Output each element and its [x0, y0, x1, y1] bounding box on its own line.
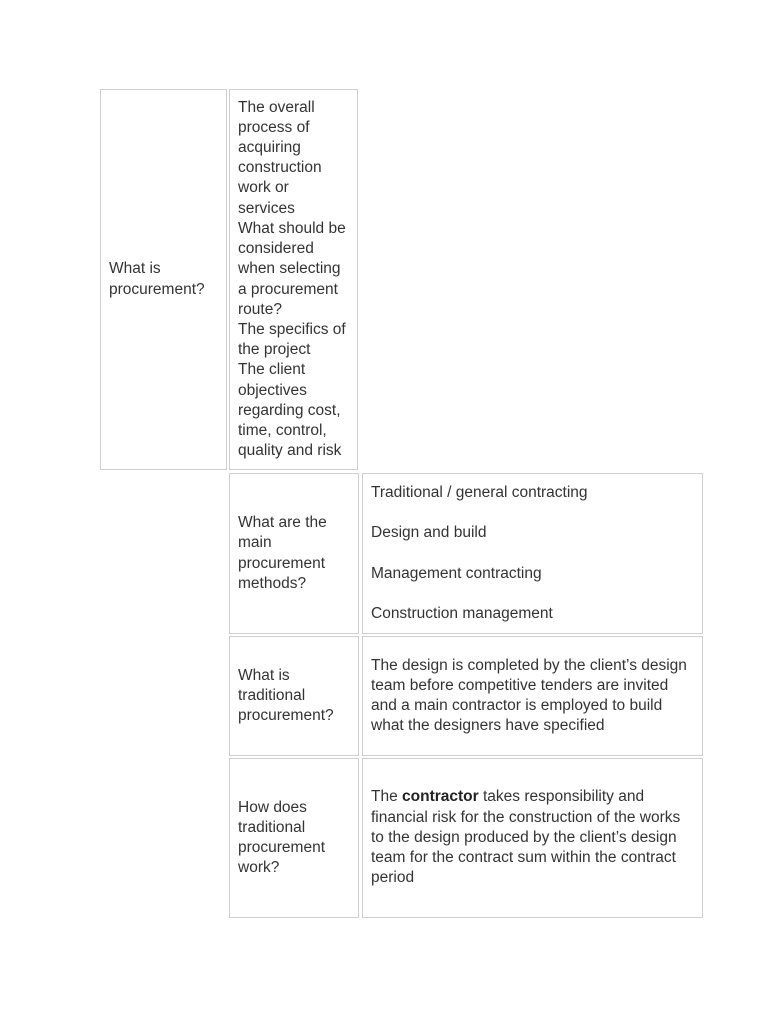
method-item: Management contracting — [371, 564, 542, 582]
answer-line: The client objectives regarding cost, time, control, quality and risk — [238, 361, 342, 460]
answer-text: The design is completed by the client’s design team before competitive tenders are invited and a main contractor is employed to build what the designers have specified — [371, 656, 687, 735]
question-cell-methods — [229, 473, 359, 634]
question-text: How does traditional procurement work? — [238, 798, 326, 877]
question-text: What is traditional procurement? — [238, 666, 334, 725]
answer-cell-how-it-works — [362, 758, 703, 918]
method-item: Design and build — [371, 524, 487, 542]
answer-bold-term: contractor — [402, 788, 479, 806]
answer-cell-traditional — [362, 636, 703, 756]
answer-cell-procurement — [229, 89, 358, 470]
answer-prefix: The — [371, 788, 403, 806]
answer-cell-methods — [362, 473, 703, 634]
question-text: What is procurement? — [109, 260, 205, 298]
answer-line: What should be considered when selecting a procurement route? — [238, 219, 346, 318]
answer-text — [371, 787, 694, 888]
question-cell-procurement — [100, 89, 227, 470]
method-item: Traditional / general contracting — [371, 483, 588, 501]
method-item: Construction management — [371, 604, 553, 622]
question-cell-traditional — [229, 636, 359, 756]
question-text: What are the main procurement methods? — [238, 514, 327, 592]
answer-line: The specifics of the project — [238, 320, 346, 359]
answer-line: The overall process of acquiring construction work or services — [238, 98, 322, 217]
question-cell-how-it-works — [229, 758, 359, 918]
answer-suffix: takes responsibility and financial risk for the construction of the works to the design produced by the client’s design team for the contract sum within the contract period — [371, 788, 681, 887]
